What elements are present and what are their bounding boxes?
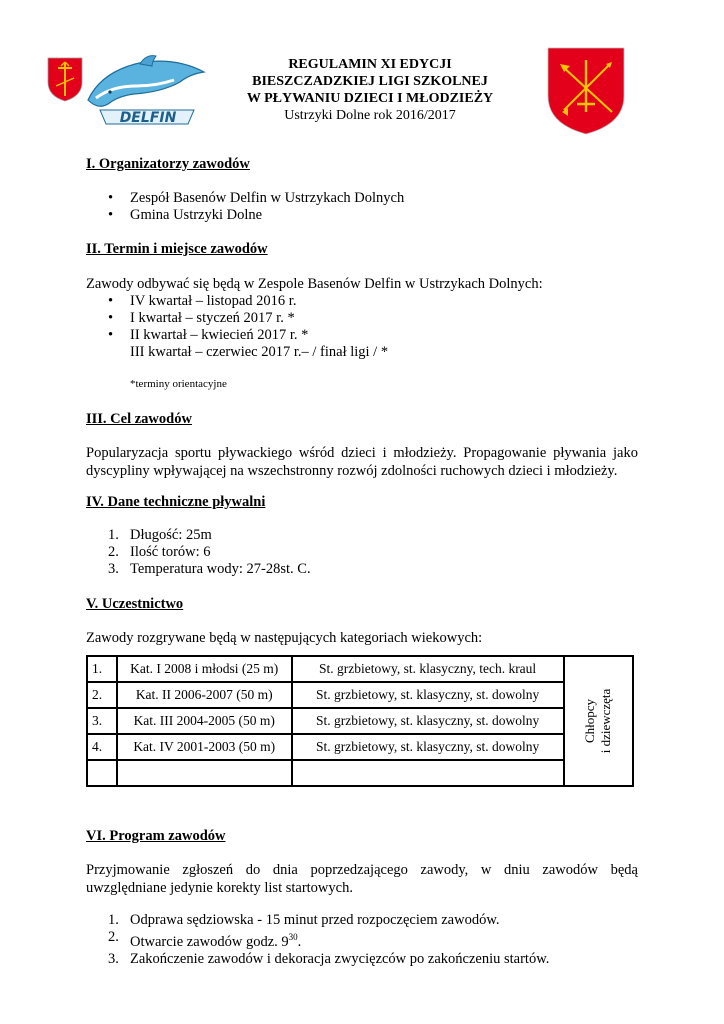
- delfin-logo: [82, 52, 210, 128]
- row-number: 2.: [87, 682, 117, 708]
- time-superscript: 30: [288, 932, 298, 942]
- item-text: Temperatura wody: 27-28st. C.: [130, 561, 311, 577]
- table-row: [87, 656, 633, 682]
- document-header: [200, 56, 540, 124]
- row-number: 4.: [87, 734, 117, 760]
- empty-cell: [87, 760, 117, 786]
- dates-list: [108, 293, 308, 344]
- header-line-2: BIESZCZADZKIEJ LIGI SZKOLNEJ: [252, 74, 488, 89]
- item-number: 1.: [108, 912, 119, 928]
- list-item: [108, 527, 311, 544]
- empty-cell: [292, 760, 564, 786]
- item-number: 3.: [108, 950, 119, 967]
- item-text: Ilość torów: 6: [130, 544, 211, 560]
- row-number: 3.: [87, 708, 117, 734]
- styles-cell: St. grzbietowy, st. klasyczny, st. dowolny: [292, 734, 564, 760]
- section-2-intro: Zawody odbywać się będą w Zespole Basenów Delfin w Ustrzykach Dolnych:: [86, 276, 543, 292]
- list-item: • Gmina Ustrzyki Dolne: [108, 207, 404, 224]
- section-4-heading: IV. Dane techniczne pływalni: [86, 494, 266, 510]
- list-item: • I kwartał – styczeń 2017 r. *: [108, 310, 308, 327]
- category-cell: Kat. II 2006-2007 (50 m): [117, 682, 292, 708]
- header-line-3: W PŁYWANIU DZIECI I MŁODZIEŻY: [246, 91, 494, 106]
- row-number: 1.: [87, 656, 117, 682]
- styles-cell: St. grzbietowy, st. klasyczny, tech. kraul: [292, 656, 564, 682]
- section-5-intro: Zawody rozgrywane będą w następujących kategoriach wiekowych:: [86, 630, 483, 646]
- ustrzyki-crest-small-logo: [46, 56, 84, 102]
- header-line-4: Ustrzyki Dolne rok 2016/2017: [284, 108, 456, 123]
- category-cell: Kat. IV 2001-2003 (50 m): [117, 734, 292, 760]
- list-item: [108, 561, 311, 578]
- table-row: [87, 734, 633, 760]
- item-number: 2.: [108, 929, 119, 945]
- item-text: Otwarcie zawodów godz. 9: [130, 933, 289, 950]
- item-number: 3.: [108, 561, 119, 577]
- header-line-1: REGULAMIN XI EDYCJI: [288, 57, 452, 72]
- empty-cell: [117, 760, 292, 786]
- list-item: [108, 951, 549, 968]
- list-item: • II kwartał – kwiecień 2017 r. *: [108, 327, 308, 344]
- section-5-heading: V. Uczestnictwo: [86, 596, 184, 612]
- pool-data-list: [108, 527, 311, 578]
- item-text: Długość: 25m: [130, 527, 212, 543]
- category-cell: Kat. III 2004-2005 (50 m): [117, 708, 292, 734]
- list-item: [108, 544, 311, 561]
- section-3-heading: III. Cel zawodów: [86, 411, 192, 427]
- item-text: Odprawa sędziowska - 15 minut przed rozpoczęciem zawodów.: [130, 912, 500, 928]
- list-item: [108, 912, 549, 929]
- item-number: 1.: [108, 527, 119, 543]
- item-number: 2.: [108, 544, 119, 560]
- gender-line-2: i dziewczęta: [598, 688, 614, 754]
- gender-label: [582, 689, 614, 754]
- table-row-empty: [87, 760, 633, 786]
- item-text: Zakończenie zawodów i dekoracja zwycięzców po zakończeniu startów.: [130, 950, 550, 967]
- gender-line-1: Chłopcy: [582, 698, 598, 744]
- categories-table: [86, 655, 634, 787]
- section-2-heading: II. Termin i miejsce zawodów: [86, 241, 268, 257]
- list-item: • IV kwartał – listopad 2016 r.: [108, 293, 308, 310]
- program-list: [108, 912, 549, 968]
- ustrzyki-crest-logo: [546, 46, 626, 136]
- section-6-heading: VI. Program zawodów: [86, 828, 226, 844]
- dates-extra-line: III kwartał – czerwiec 2017 r.– / finał ligi / *: [130, 344, 389, 360]
- section-1-heading: I. Organizatorzy zawodów: [86, 156, 250, 172]
- delfin-logo-text: DELFIN: [119, 110, 177, 126]
- category-cell: Kat. I 2008 i młodsi (25 m): [117, 656, 292, 682]
- organizers-list: [108, 190, 404, 224]
- gender-cell: [564, 656, 633, 786]
- section-3-text: Popularyzacja sportu pływackiego wśród dzieci i młodzieży. Propagowanie pływania jako dyscypliny wpływającej na wszechstronny rozwój zdolności ruchowych dzieci i młodzieży.: [86, 445, 638, 479]
- list-item: • Zespół Basenów Delfin w Ustrzykach Dolnych: [108, 190, 404, 207]
- dates-note: *terminy orientacyjne: [130, 378, 227, 390]
- table-row: [87, 682, 633, 708]
- list-item: [108, 929, 549, 951]
- item-text-end: .: [297, 933, 302, 950]
- section-6-text: Przyjmowanie zgłoszeń do dnia poprzedzającego zawody, w dniu zawodów będą uwzględniane jedynie korekty list startowych.: [86, 862, 638, 896]
- styles-cell: St. grzbietowy, st. klasyczny, st. dowolny: [292, 682, 564, 708]
- styles-cell: St. grzbietowy, st. klasyczny, st. dowolny: [292, 708, 564, 734]
- table-row: [87, 708, 633, 734]
